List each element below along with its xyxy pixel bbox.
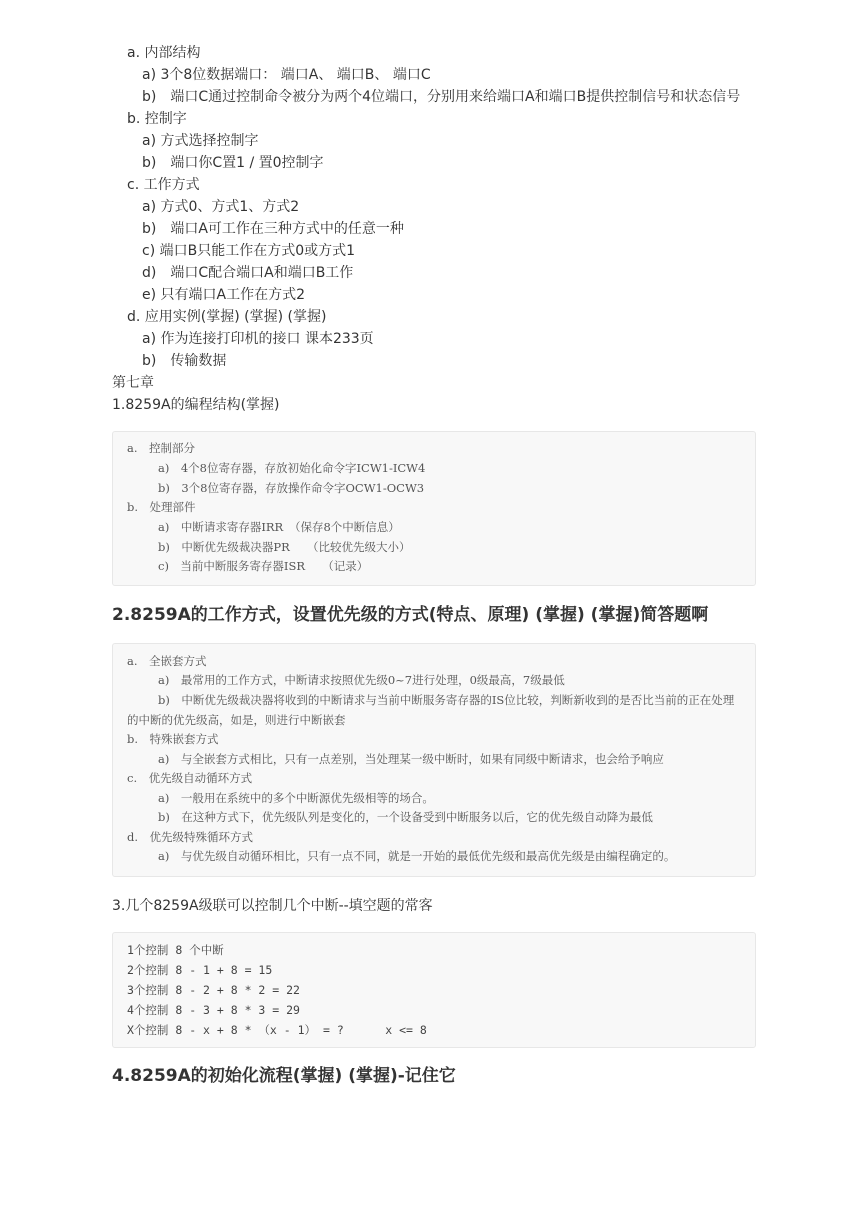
code-line: b) 中断优先级裁决器PR （比较优先级大小）: [158, 540, 411, 554]
outline-subitem: d) 端口C配合端口A和端口B工作: [142, 265, 354, 281]
outline-subitem: e) 只有端口A工作在方式2: [142, 287, 306, 303]
outline-subitem: b) 端口A可工作在三种方式中的任意一种: [142, 221, 404, 237]
code-line: a) 与全嵌套方式相比，只有一点差别，当处理某一级中断时，如果有同级中断请求，也会给予响应: [158, 752, 664, 766]
code-line: 3个控制 8 - 2 + 8 * 2 = 22: [127, 983, 300, 997]
code-line: b. 特殊嵌套方式: [127, 732, 219, 746]
outline-subitem: a) 3个8位数据端口： 端口A、 端口B、 端口C: [142, 67, 431, 83]
outline-subitem: a) 方式选择控制字: [142, 133, 259, 149]
section1-title: 1.8259A的编程结构(掌握): [112, 397, 280, 413]
code-line: a) 一般用在系统中的多个中断源优先级相等的场合。: [158, 791, 434, 805]
outline-item-a: a. 内部结构: [127, 45, 201, 61]
code-line: a. 控制部分: [127, 441, 196, 455]
code-line: c. 优先级自动循环方式: [127, 771, 253, 785]
code-line: a. 全嵌套方式: [127, 654, 207, 668]
outline-item-b: b. 控制字: [127, 111, 187, 127]
chapter-title: 第七章: [112, 375, 154, 391]
code-line: b. 处理部件: [127, 500, 196, 514]
code-line: 4个控制 8 - 3 + 8 * 3 = 29: [127, 1003, 300, 1017]
code-line: 1个控制 8 个中断: [127, 943, 224, 957]
section3-title: 3.几个8259A级联可以控制几个中断--填空题的常客: [112, 898, 433, 914]
outline-subitem: c) 端口B只能工作在方式0或方式1: [142, 243, 356, 259]
section2-heading: 2.8259A的工作方式，设置优先级的方式(特点、原理) (掌握) (掌握)简答题啊: [112, 605, 709, 625]
code-line: a) 4个8位寄存器，存放初始化命令字ICW1-ICW4: [158, 461, 426, 475]
section2-code-block: [112, 643, 756, 877]
outline-subitem: b) 传输数据: [142, 353, 227, 369]
code-line: a) 与优先级自动循环相比，只有一点不同，就是一开始的最低优先级和最高优先级是由编程确定的。: [158, 849, 676, 863]
code-line: b) 3个8位寄存器，存放操作命令字OCW1-OCW3: [158, 481, 425, 495]
outline-subitem: a) 方式0、方式1、方式2: [142, 199, 300, 215]
section3-code-block: [112, 932, 756, 1048]
code-line: X个控制 8 - x + 8 * （x - 1） = ? x <= 8: [127, 1023, 427, 1037]
code-line: b) 中断优先级裁决器将收到的中断请求与当前中断服务寄存器的IS位比较，判断新收到的是否比当前的正在处理的中断的优先级高，如是，则进行中断嵌套: [127, 693, 735, 727]
code-line: b) 在这种方式下，优先级队列是变化的，一个设备受到中断服务以后，它的优先级自动降为最低: [158, 810, 653, 824]
outline-subitem: a) 作为连接打印机的接口 课本233页: [142, 331, 374, 347]
outline-subitem: b) 端口C通过控制命令被分为两个4位端口，分别用来给端口A和端口B提供控制信号和状态信号: [142, 89, 741, 105]
code-line: d. 优先级特殊循环方式: [127, 830, 254, 844]
code-line: a) 最常用的工作方式，中断请求按照优先级0~7进行处理，0级最高，7级最低: [158, 673, 565, 687]
outline-item-d: d. 应用实例(掌握) (掌握) (掌握): [127, 309, 327, 325]
code-line: c) 当前中断服务寄存器ISR （记录）: [158, 559, 369, 573]
outline-subitem: b) 端口你C置1 / 置0控制字: [142, 155, 324, 171]
section1-code-block: [112, 431, 756, 586]
section4-heading: 4.8259A的初始化流程(掌握) (掌握)-记住它: [112, 1066, 456, 1086]
code-line: a) 中断请求寄存器IRR （保存8个中断信息）: [158, 520, 400, 534]
code-line: 2个控制 8 - 1 + 8 = 15: [127, 963, 273, 977]
outline-item-c: c. 工作方式: [127, 177, 200, 193]
